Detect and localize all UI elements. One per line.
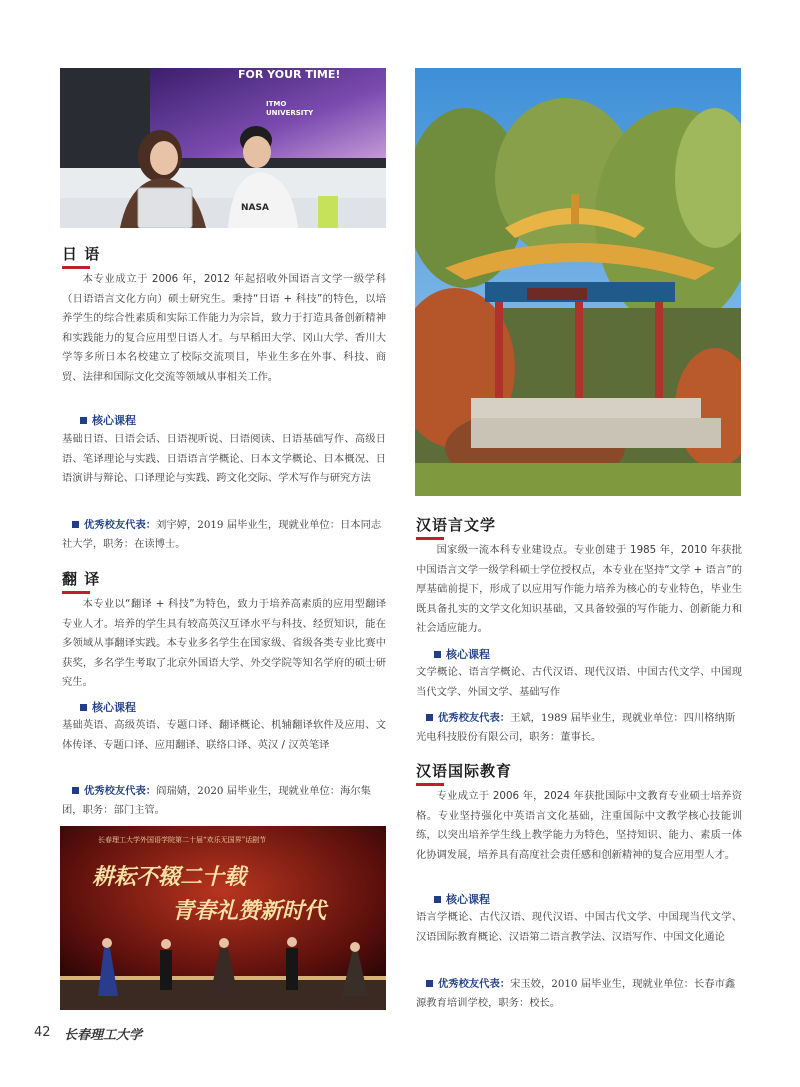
square-bullet-icon — [426, 980, 433, 987]
japanese-title — [62, 243, 100, 269]
page-number: 42 — [34, 1025, 51, 1040]
stage-illustration — [60, 826, 386, 1010]
japanese-title-text: 日 语 — [62, 245, 101, 263]
core-label: 核心课程 — [446, 893, 490, 906]
pavilion-photo — [415, 68, 741, 496]
japanese-core-courses: 基础日语、日语会话、日语视听说、日语阅读、日语基础写作、高级日语、笔译理论与实践、日语语言学概论、日本文学概论、日本概况、日语演讲与辩论、口译理论与实践、跨文化交际、学术写作与研究方法 — [62, 433, 386, 485]
alumni-text: 阎瑞婧，2020 届毕业生，现就业单位：海尔集团，职务：部门主管。 — [62, 785, 371, 816]
stage-calligraphy-1: 耕耘不辍二十载 — [92, 864, 247, 890]
banner-text-2: ITMO — [266, 100, 287, 108]
intl-chinese-alumni — [416, 975, 742, 1013]
japanese-intro: 本专业成立于 2006 年，2012 年起招收外国语言文学一级学科（日语语言文化方向）硕士研究生。秉持“日语 + 科技”的特色，以培养学生的综合性素质和实际工作能力为宗旨，致力于打造具备创新精神和实践能力的复合应用型日语人才。与早稻田大学、冈山大学、香川大学等多所日本名校建立了校际交流项目，毕业生多在外事、科技、商贸、法律和国际文化交流等领域从事相关工作。 — [62, 273, 386, 383]
stage-photo — [60, 826, 386, 1010]
intl-chinese-title-text: 汉语国际教育 — [416, 762, 513, 780]
chinese-lit-core-heading — [432, 646, 490, 662]
square-bullet-icon — [72, 521, 79, 528]
alumni-text: 宋玉姣，2010 届毕业生，现就业单位：长春市鑫源教育培训学校，职务：校长。 — [416, 978, 736, 1009]
pavilion-plaque — [527, 288, 587, 300]
chinese-lit-title-text: 汉语言文学 — [416, 516, 497, 534]
classroom-illustration — [60, 68, 386, 228]
intl-chinese-core-courses: 语言学概论、古代汉语、现代汉语、中国古代文学、中国现当代文学、汉语国际教育概论、汉语第二语言教学法、汉语写作、中国文化通论 — [416, 911, 742, 943]
translation-title-text: 翻 译 — [62, 570, 101, 588]
banner-text-3: UNIVERSITY — [266, 109, 314, 117]
classroom-photo — [60, 68, 386, 228]
title-underline — [416, 783, 444, 786]
square-bullet-icon — [80, 704, 87, 711]
pavilion-illustration — [415, 68, 741, 496]
chinese-lit-alumni — [416, 709, 742, 747]
square-bullet-icon — [80, 417, 87, 424]
banner-text-1: FOR YOUR TIME! — [238, 68, 341, 81]
alumni-label: 优秀校友代表： — [438, 978, 511, 990]
translation-intro: 本专业以“翻译 + 科技”为特色，致力于培养高素质的应用型翻译专业人才。培养的学生具有较高英汉互译水平与科技、经贸知识，能在多领域从事翻译实践。本专业多名学生在国家级、省级各类专业比赛中获奖，多名学生考取了北京外国语大学、外交学院等知名学府的硕士研究生。 — [62, 598, 386, 689]
university-logotype: 长春理工大学 — [64, 1028, 143, 1043]
chinese-lit-title — [416, 514, 496, 540]
intl-chinese-title — [416, 760, 512, 786]
alumni-text: 王斌，1989 届毕业生，现就业单位：四川格纳斯光电科技股份有限公司，职务：董事长。 — [416, 712, 736, 743]
core-label: 核心课程 — [92, 701, 136, 714]
intl-chinese-intro: 专业成立于 2006 年，2024 年获批国际中文教育专业硕士培养资格。专业坚持强化中英语言文化基础，注重国际中文教学核心技能训练，以突出培养学生线上教学能力为特色，坚持知识、能力、素质一体化协调发展，培养具有高度社会责任感和创新精神的复合应用型人才。 — [416, 790, 742, 861]
japanese-core-heading — [78, 412, 136, 428]
alumni-label: 优秀校友代表： — [84, 519, 157, 531]
stage-calligraphy-2: 青春礼赞新时代 — [172, 898, 327, 924]
alumni-text: 刘宇婷，2019 届毕业生，现就业单位：日本同志社大学，职务：在读博士。 — [62, 519, 382, 550]
title-underline — [416, 537, 444, 540]
square-bullet-icon — [434, 896, 441, 903]
intl-chinese-core-heading — [432, 891, 490, 907]
title-underline — [62, 266, 90, 269]
chinese-lit-core-courses: 文学概论、语言学概论、古代汉语、现代汉语、中国古代文学、中国现当代文学、外国文学、基础写作 — [416, 666, 742, 698]
shirt-text: NASA — [241, 203, 269, 213]
alumni-label: 优秀校友代表： — [438, 712, 511, 724]
square-bullet-icon — [426, 714, 433, 721]
alumni-label: 优秀校友代表： — [84, 785, 157, 797]
japanese-alumni — [62, 516, 386, 554]
core-label: 核心课程 — [92, 414, 136, 427]
translation-core-heading — [78, 699, 136, 715]
square-bullet-icon — [72, 787, 79, 794]
stage-banner-text: 长春理工大学外国语学院第二十届“欢乐无国界”话剧节 — [98, 836, 267, 844]
translation-title — [62, 568, 100, 594]
square-bullet-icon — [434, 651, 441, 658]
translation-alumni — [62, 782, 386, 820]
core-label: 核心课程 — [446, 648, 490, 661]
title-underline — [62, 591, 90, 594]
chinese-lit-intro: 国家级一流本科专业建设点。专业创建于 1985 年，2010 年获批中国语言文学一级学科硕士学位授权点，本专业在坚持“文学 + 语言”的厚基础前提下，形成了以应用写作能力培养为核心的专业特色，毕业生既具备扎实的文学文化知识基础，又具备较强的写作能力、创新能力和社会适应能力。 — [416, 544, 742, 635]
translation-core-courses: 基础英语、高级英语、专题口译、翻译概论、机辅翻译软件及应用、文体传译、专题口译、应用翻译、联络口译、英汉 / 汉英笔译 — [62, 719, 386, 751]
